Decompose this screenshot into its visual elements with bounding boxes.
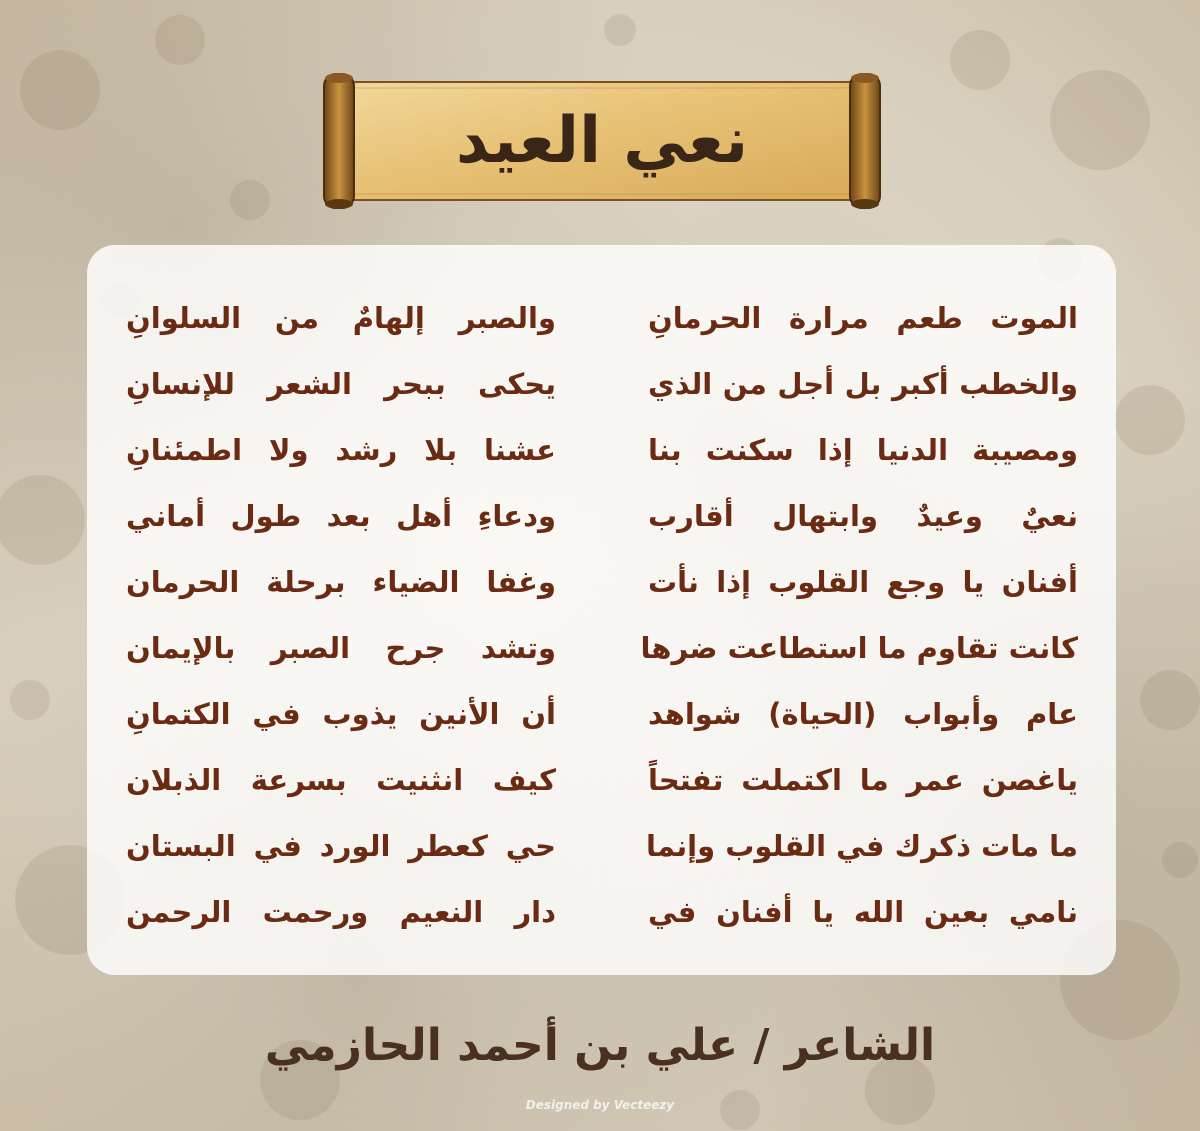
verse-second-hemistich: يحكى ببحر الشعر للإنسانِ <box>126 367 556 401</box>
verse-first-hemistich: عام وأبواب (الحياة) شواهد <box>648 697 1078 731</box>
verse <box>87 417 1116 483</box>
verse-second-hemistich: وغفا الضياء برحلة الحرمان <box>126 565 556 599</box>
poem-card <box>87 245 1116 975</box>
verse <box>87 747 1116 813</box>
verse <box>87 351 1116 417</box>
verse-first-hemistich: أفنان يا وجع القلوب إذا نأت <box>648 565 1078 599</box>
verse-first-hemistich: الموت طعم مرارة الحرمانِ <box>648 301 1078 335</box>
verse-first-hemistich: ياغصن عمر ما اكتملت تفتحاً <box>648 763 1078 797</box>
verse-first-hemistich: والخطب أكبر بل أجل من الذي <box>648 367 1078 401</box>
verse-second-hemistich: دار النعيم ورحمت الرحمن <box>126 895 556 929</box>
verse-second-hemistich: كيف انثنيت بسرعة الذبلان <box>126 763 556 797</box>
designer-watermark: Designed by Vecteezy <box>525 1098 675 1112</box>
verse <box>87 681 1116 747</box>
verse-second-hemistich: وتشد جرح الصبر بالإيمان <box>126 631 556 665</box>
verse <box>87 549 1116 615</box>
verse-second-hemistich: عشنا بلا رشد ولا اطمئنانِ <box>126 433 556 467</box>
verse-first-hemistich: كانت تقاوم ما استطاعت ضرها <box>640 631 1078 665</box>
verse-second-hemistich: أن الأنين يذوب في الكتمانِ <box>126 697 556 731</box>
verse <box>87 879 1116 945</box>
verse-first-hemistich: نعيٌ وعيدٌ وابتهال أقارب <box>648 499 1078 533</box>
poet-name: الشاعر / علي بن أحمد الحازمي <box>264 1019 936 1071</box>
verse-first-hemistich: نامي بعين الله يا أفنان في <box>648 895 1078 929</box>
verse-first-hemistich: ما مات ذكرك في القلوب وإنما <box>645 829 1078 863</box>
verse <box>87 615 1116 681</box>
poem-title: نعي العيد <box>455 104 749 178</box>
verse-second-hemistich: ودعاءِ أهل بعد طول أماني <box>126 499 556 533</box>
title-scroll-banner <box>322 70 882 212</box>
verse <box>87 813 1116 879</box>
verse <box>87 483 1116 549</box>
verse-second-hemistich: حي كعطر الورد في البستان <box>126 829 556 863</box>
verse <box>87 285 1116 351</box>
verse-first-hemistich: ومصيبة الدنيا إذا سكنت بنا <box>648 433 1078 467</box>
verse-second-hemistich: والصبر إلهامٌ من السلوانِ <box>126 301 556 335</box>
